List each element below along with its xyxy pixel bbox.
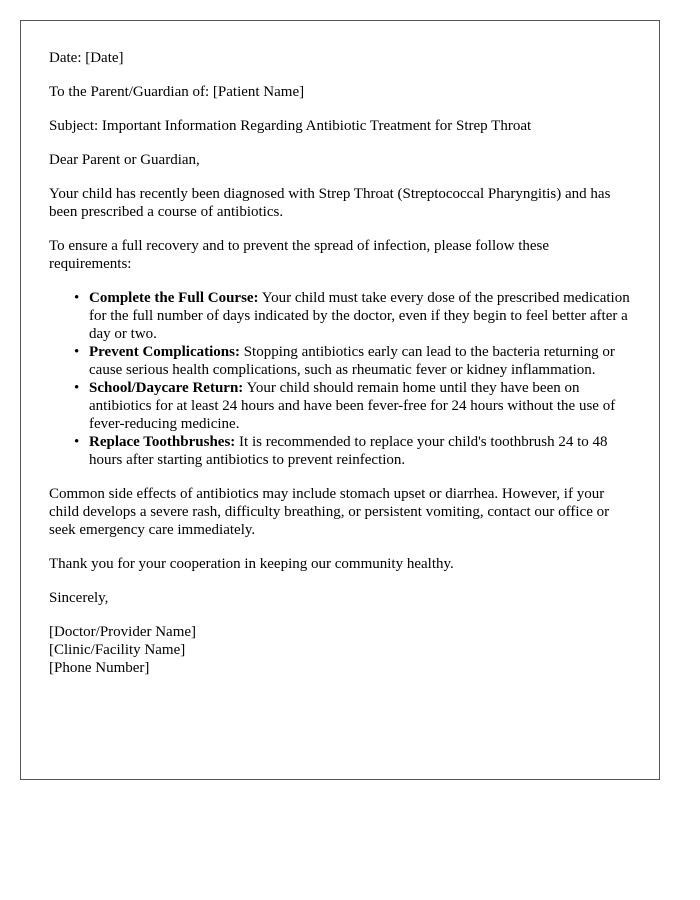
signature-block bbox=[49, 623, 631, 677]
closing: Sincerely, bbox=[49, 590, 109, 606]
letter-page bbox=[20, 20, 660, 780]
subject-line: Subject: Important Information Regarding Antibiotic Treatment for Strep Throat bbox=[49, 118, 532, 134]
requirement-title: Complete the Full Course: bbox=[89, 290, 259, 306]
date-line: Date: [Date] bbox=[49, 50, 124, 66]
requirement-item bbox=[74, 289, 631, 343]
salutation: Dear Parent or Guardian, bbox=[49, 152, 200, 168]
requirement-text: Stopping antibiotics early can lead to the bacteria returning or cause serious health complications, such as rheumatic fever or kidney inflammation. bbox=[89, 344, 615, 378]
bullet-icon: • bbox=[74, 290, 80, 306]
requirement-text: Your child must take every dose of the prescribed medication for the full number of days indicated by the doctor, even if they begin to feel better after a day or two. bbox=[89, 290, 630, 342]
requirement-item bbox=[74, 433, 631, 469]
requirement-item bbox=[74, 343, 631, 379]
side-effects-paragraph: Common side effects of antibiotics may include stomach upset or diarrhea. However, if your child develops a severe rash, difficulty breathing, or persistent vomiting, contact our office or seek emergency care immediately. bbox=[49, 486, 610, 538]
bullet-icon: • bbox=[74, 380, 80, 396]
requirement-text: It is recommended to replace your child's toothbrush 24 to 48 hours after starting antibiotics to prevent reinfection. bbox=[89, 434, 608, 468]
facility-name: [Clinic/Facility Name] bbox=[49, 642, 186, 658]
bullet-icon: • bbox=[74, 434, 80, 450]
thanks-paragraph: Thank you for your cooperation in keeping our community healthy. bbox=[49, 556, 454, 572]
requirements-list bbox=[49, 289, 631, 469]
requirements-intro: To ensure a full recovery and to prevent the spread of infection, please follow these requirements: bbox=[49, 238, 550, 272]
recipient-line: To the Parent/Guardian of: [Patient Name] bbox=[49, 84, 305, 100]
intro-paragraph: Your child has recently been diagnosed with Strep Throat (Streptococcal Pharyngitis) and has been prescribed a course of antibiotics. bbox=[49, 186, 611, 220]
requirement-title: School/Daycare Return: bbox=[89, 380, 244, 396]
requirement-item bbox=[74, 379, 631, 433]
requirement-title: Prevent Complications: bbox=[89, 344, 240, 360]
bullet-icon: • bbox=[74, 344, 80, 360]
phone-number: [Phone Number] bbox=[49, 660, 150, 676]
requirement-text: Your child should remain home until they have been on antibiotics for at least 24 hours and have been fever-free for 24 hours without the use of fever-reducing medicine. bbox=[89, 380, 616, 432]
provider-name: [Doctor/Provider Name] bbox=[49, 624, 197, 640]
requirement-title: Replace Toothbrushes: bbox=[89, 434, 236, 450]
